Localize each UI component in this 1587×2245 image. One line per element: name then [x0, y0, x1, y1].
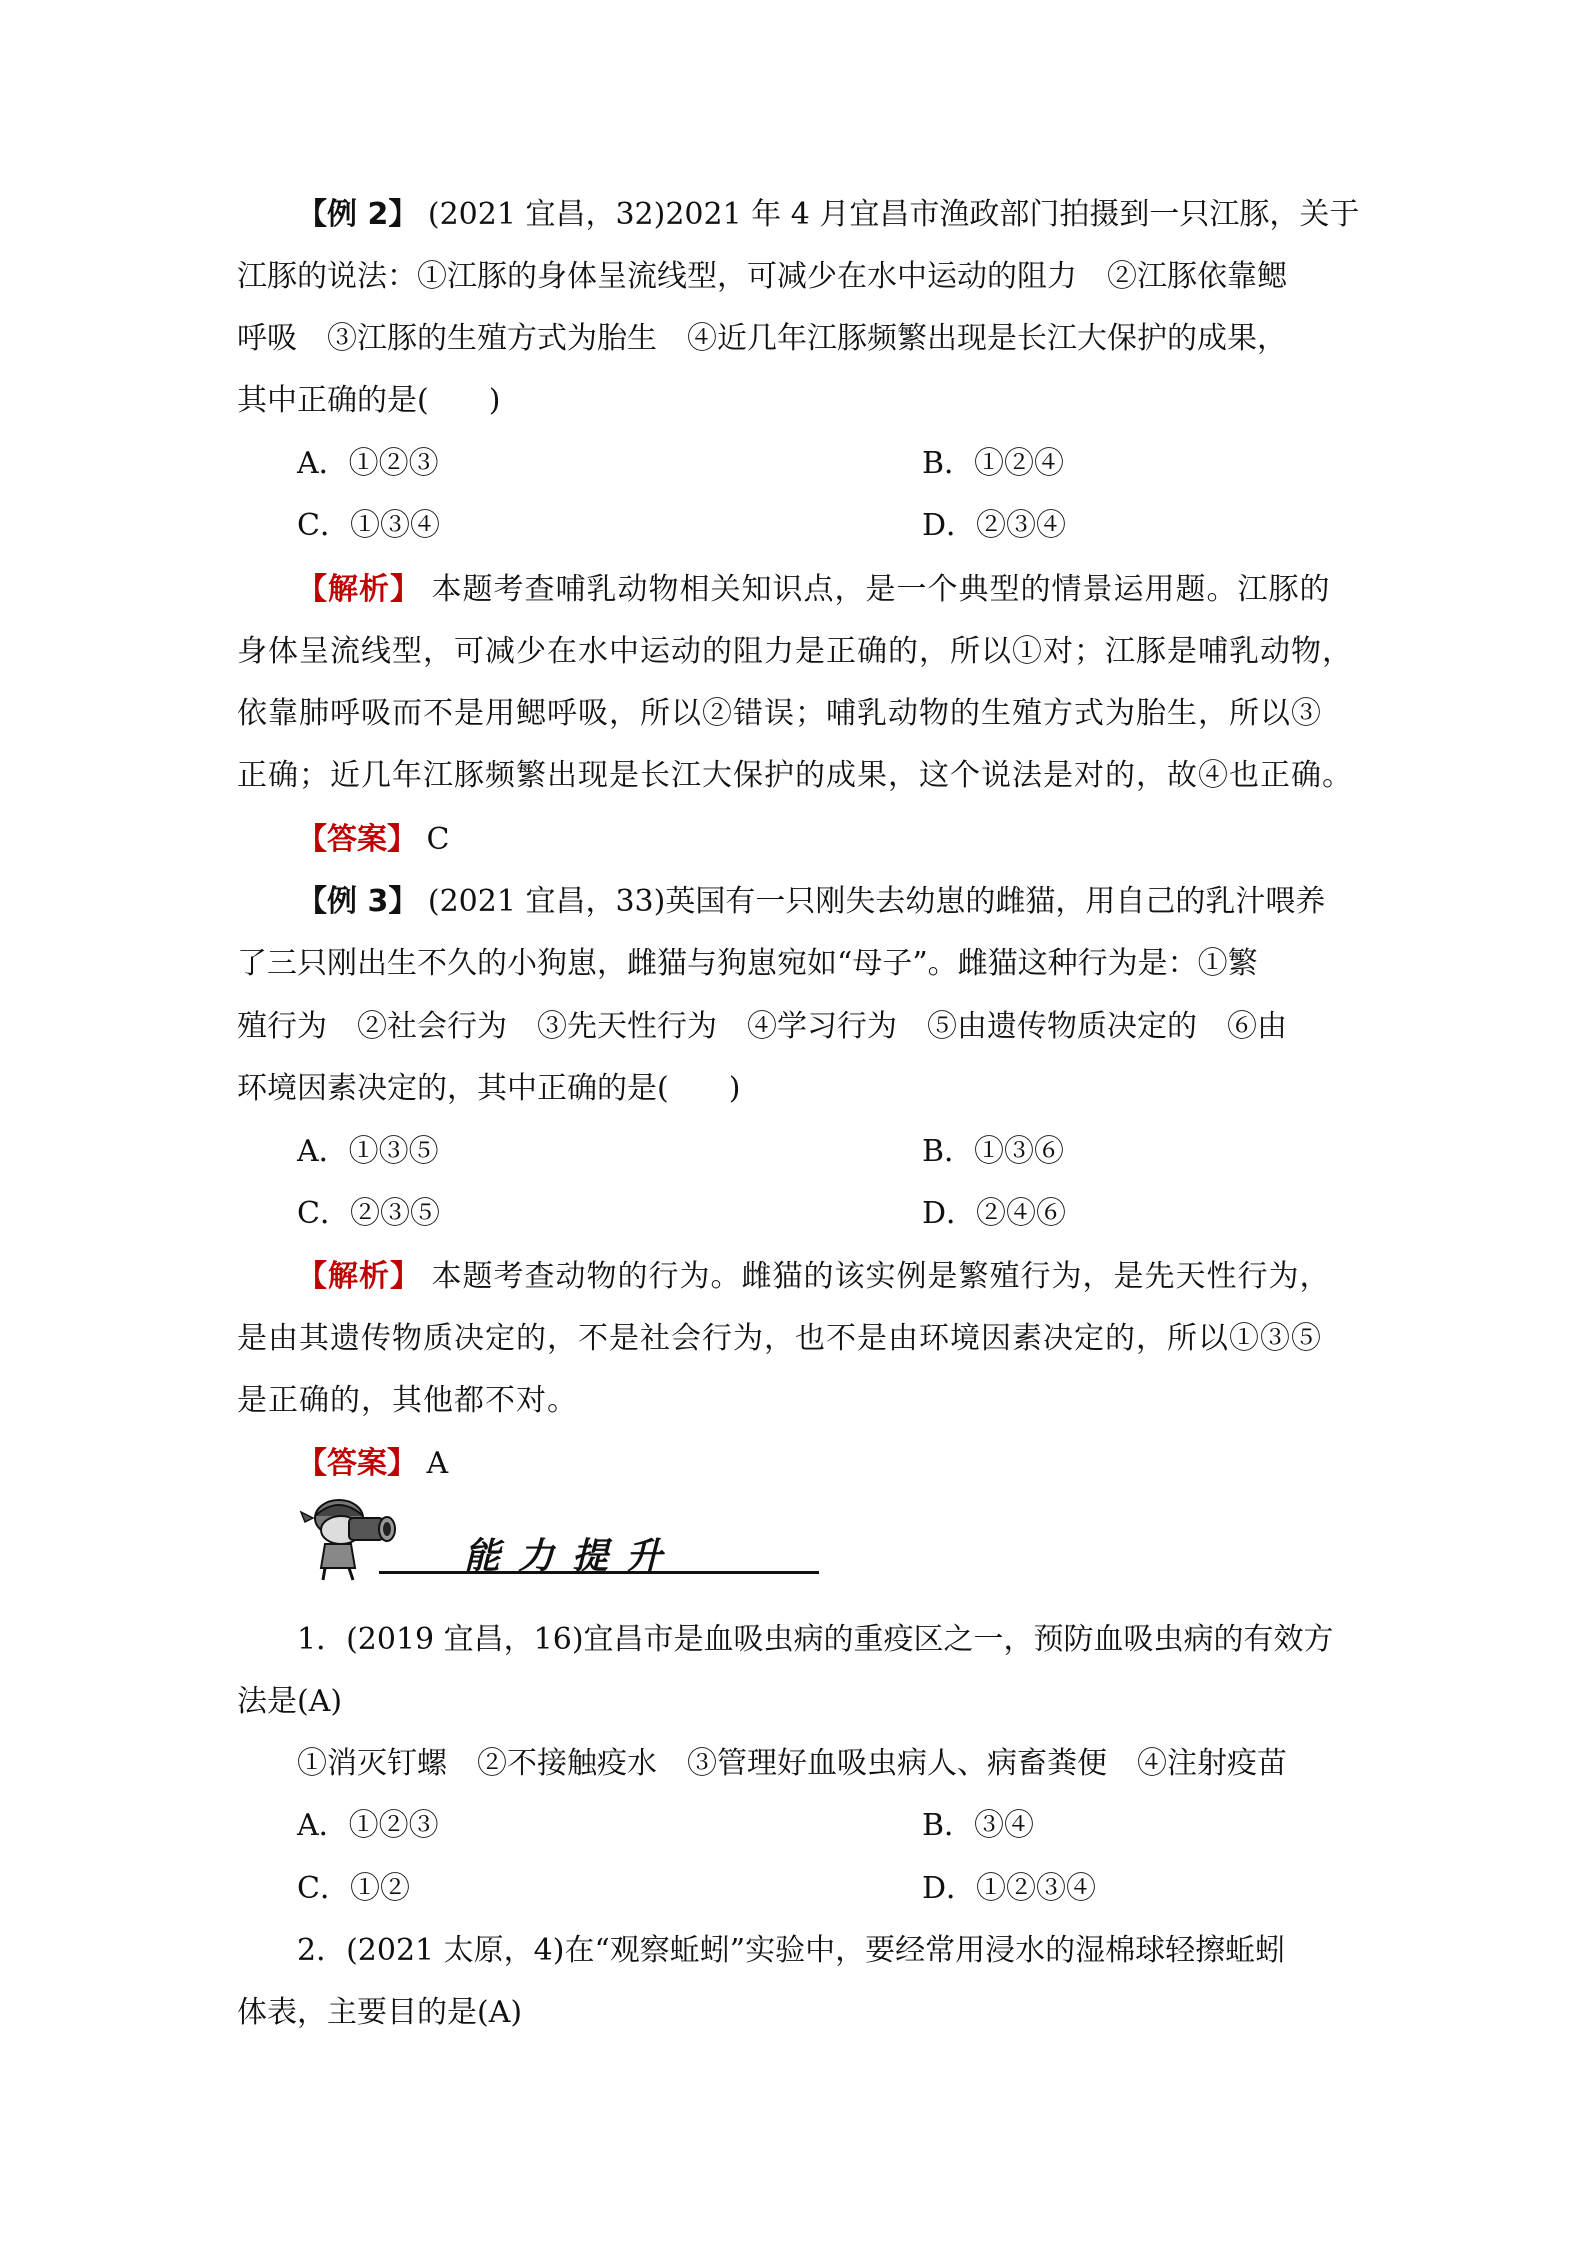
example3-analysis-line1	[297, 1257, 1362, 1297]
example2-options-row1	[297, 444, 1362, 484]
question1-option-d: D．①②③④	[922, 1871, 1097, 1906]
example3-options-row1	[297, 1132, 1362, 1172]
example3-options-row2	[297, 1194, 1362, 1234]
example2-option-b: B．①②④	[922, 446, 1065, 481]
example3-analysis-line2: 是由其遗传物质决定的，不是社会行为，也不是由环境因素决定的，所以①③⑤	[237, 1321, 1322, 1356]
example3-answer-tag: 【答案】	[297, 1446, 417, 1481]
example3-analysis-line3: 是正确的，其他都不对。	[237, 1383, 578, 1418]
section-banner	[299, 1488, 819, 1584]
example2-options-row2	[297, 506, 1362, 546]
question1-option-b: B．③④	[922, 1808, 1035, 1843]
example2-tag: 【例 2】	[297, 197, 419, 232]
example2-line3: 呼吸 ③江豚的生殖方式为胎生 ④近几年江豚频繁出现是长江大保护的成果，	[237, 321, 1287, 356]
example3-option-d: D．②④⑥	[922, 1196, 1067, 1231]
example2-option-c: C．①③④	[297, 508, 440, 543]
example2-analysis-text: 本题考查哺乳动物相关知识点，是一个典型的情景运用题。江豚的	[431, 572, 1331, 607]
question1-items: ①消灭钉螺 ②不接触疫水 ③管理好血吸虫病人、病畜粪便 ④注射疫苗	[297, 1746, 1287, 1781]
example2-option-d: D．②③④	[922, 508, 1067, 543]
question1-options-row2	[297, 1869, 1362, 1909]
example2-analysis-line2: 身体呈流线型，可减少在水中运动的阻力是正确的，所以①对；江豚是哺乳动物，	[237, 634, 1353, 669]
example2-analysis-line4: 正确；近几年江豚频繁出现是长江大保护的成果，这个说法是对的，故④也正确。	[237, 758, 1353, 793]
example3-line2: 了三只刚出生不久的小狗崽，雌猫与狗崽宛如“母子”。雌猫这种行为是：①繁	[237, 946, 1258, 981]
example2-answer-value: C	[426, 822, 450, 857]
question1-option-a: A．①②③	[297, 1808, 439, 1843]
example3-answer	[297, 1444, 1362, 1484]
question2-line1: 2．(2021 太原，4)在“观察蚯蚓”实验中，要经常用浸水的湿棉球轻擦蚯蚓	[297, 1933, 1286, 1968]
question1-line2: 法是(A)	[237, 1684, 343, 1719]
question1-option-c: C．①②	[297, 1871, 410, 1906]
example3-line3: 殖行为 ②社会行为 ③先天性行为 ④学习行为 ⑤由遗传物质决定的 ⑥由	[237, 1009, 1287, 1044]
example3-line4: 环境因素决定的，其中正确的是( )	[237, 1071, 741, 1106]
example3-analysis-tag: 【解析】	[297, 1259, 421, 1294]
example2-line2: 江豚的说法：①江豚的身体呈流线型，可减少在水中运动的阻力 ②江豚依靠鳃	[237, 259, 1287, 294]
example3-option-a: A．①③⑤	[297, 1134, 439, 1169]
example3-line1	[297, 882, 1362, 922]
photographer-cartoon-icon	[299, 1488, 409, 1584]
example2-option-a: A．①②③	[297, 446, 439, 481]
question1-options-row1	[297, 1806, 1362, 1846]
example2-answer-tag: 【答案】	[297, 822, 417, 857]
example3-answer-value: A	[426, 1446, 449, 1481]
example3-text: (2021 宜昌，33)英国有一只刚失去幼崽的雌猫，用自己的乳汁喂养	[427, 884, 1326, 919]
example2-answer	[297, 820, 1362, 860]
question1-line1: 1．(2019 宜昌，16)宜昌市是血吸虫病的重疫区之一，预防血吸虫病的有效方	[297, 1622, 1334, 1657]
section-title: 能力提升	[464, 1536, 681, 1577]
example3-option-c: C．②③⑤	[297, 1196, 440, 1231]
example3-analysis-text: 本题考查动物的行为。雌猫的该实例是繁殖行为，是先天性行为，	[431, 1259, 1331, 1294]
example2-text: (2021 宜昌，32)2021 年 4 月宜昌市渔政部门拍摄到一只江豚，关于	[427, 197, 1360, 232]
example3-tag: 【例 3】	[297, 884, 419, 919]
example2-analysis-line1	[297, 570, 1362, 610]
example2-analysis-tag: 【解析】	[297, 572, 421, 607]
example2-line4: 其中正确的是( )	[237, 383, 501, 418]
example2-line1	[297, 195, 1362, 235]
example3-option-b: B．①③⑥	[922, 1134, 1065, 1169]
question2-line2: 体表，主要目的是(A)	[237, 1995, 523, 2030]
example2-analysis-line3: 依靠肺呼吸而不是用鳃呼吸，所以②错误；哺乳动物的生殖方式为胎生，所以③	[237, 696, 1322, 731]
